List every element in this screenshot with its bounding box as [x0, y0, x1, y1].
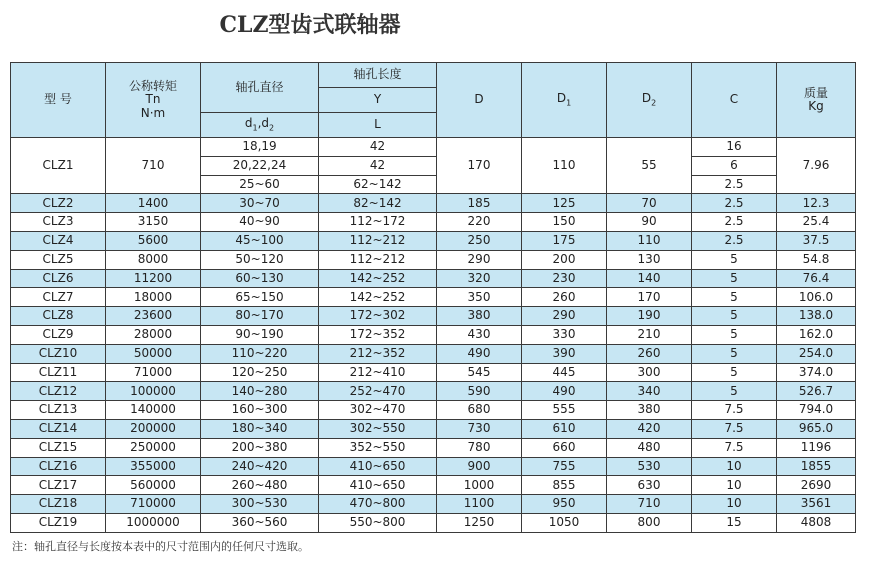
- cell-bore-len: 172~352: [319, 325, 437, 344]
- cell-mass: 374.0: [777, 363, 856, 382]
- cell-bore-dia: 260~480: [201, 476, 319, 495]
- cell-bore-dia: 200~380: [201, 438, 319, 457]
- cell-torque: 28000: [106, 325, 201, 344]
- cell-D1: 660: [522, 438, 607, 457]
- cell-bore-len: 142~252: [319, 269, 437, 288]
- cell-C: 5: [692, 344, 777, 363]
- cell-D1: 855: [522, 476, 607, 495]
- table-row: [11, 419, 856, 438]
- cell-D2: 130: [607, 250, 692, 269]
- cell-D2: 90: [607, 213, 692, 232]
- cell-model: CLZ13: [11, 401, 106, 420]
- cell-C: 5: [692, 382, 777, 401]
- cell-model: CLZ19: [11, 513, 106, 532]
- cell-model: CLZ17: [11, 476, 106, 495]
- cell-bore-len: 352~550: [319, 438, 437, 457]
- cell-bore-len: 82~142: [319, 194, 437, 213]
- cell-bore-dia: 18,19: [201, 138, 319, 157]
- header-torque-line1: 公称转矩: [128, 79, 177, 94]
- cell-mass: 4808: [777, 513, 856, 532]
- cell-model: CLZ7: [11, 288, 106, 307]
- cell-bore-len: 470~800: [319, 495, 437, 514]
- cell-D: 680: [437, 401, 522, 420]
- table-row: [11, 363, 856, 382]
- table-row: [11, 138, 856, 157]
- cell-D: 250: [437, 231, 522, 250]
- cell-bore-len: 112~212: [319, 250, 437, 269]
- cell-D1: 260: [522, 288, 607, 307]
- table-row: [11, 250, 856, 269]
- cell-D1: 110: [522, 138, 607, 194]
- cell-D: 430: [437, 325, 522, 344]
- table-row: [11, 231, 856, 250]
- table-row: [11, 495, 856, 514]
- header-torque-line3: N·m: [140, 105, 166, 120]
- cell-model: CLZ2: [11, 194, 106, 213]
- table-row: [11, 438, 856, 457]
- cell-D: 220: [437, 213, 522, 232]
- cell-C: 10: [692, 457, 777, 476]
- cell-D2: 140: [607, 269, 692, 288]
- header-torque: [106, 63, 201, 138]
- footnote: 注：轴孔直径与长度按本表中的尺寸范围内的任何尺寸选取。: [12, 540, 309, 553]
- cell-bore-len: 410~650: [319, 476, 437, 495]
- cell-bore-dia: 90~190: [201, 325, 319, 344]
- cell-torque: 1000000: [106, 513, 201, 532]
- table-row: [11, 269, 856, 288]
- cell-D2: 190: [607, 307, 692, 326]
- cell-D2: 420: [607, 419, 692, 438]
- cell-bore-dia: 110~220: [201, 344, 319, 363]
- cell-torque: 1400: [106, 194, 201, 213]
- cell-bore-dia: 25~60: [201, 175, 319, 194]
- cell-torque: 560000: [106, 476, 201, 495]
- cell-C: 5: [692, 363, 777, 382]
- cell-bore-dia: 45~100: [201, 231, 319, 250]
- cell-C: 5: [692, 269, 777, 288]
- cell-D2: 210: [607, 325, 692, 344]
- cell-D1: 555: [522, 401, 607, 420]
- cell-C: 2.5: [692, 231, 777, 250]
- cell-D2: 710: [607, 495, 692, 514]
- cell-D: 350: [437, 288, 522, 307]
- header-d1d2: [201, 113, 319, 138]
- cell-D2: 480: [607, 438, 692, 457]
- cell-D: 490: [437, 344, 522, 363]
- cell-D: 780: [437, 438, 522, 457]
- cell-mass: 76.4: [777, 269, 856, 288]
- cell-model: CLZ1: [11, 138, 106, 194]
- table-row: [11, 288, 856, 307]
- cell-D2: 300: [607, 363, 692, 382]
- cell-bore-len: 142~252: [319, 288, 437, 307]
- cell-model: CLZ18: [11, 495, 106, 514]
- cell-C: 7.5: [692, 401, 777, 420]
- cell-D1: 175: [522, 231, 607, 250]
- cell-C: 2.5: [692, 175, 777, 194]
- header-D1-sub: 1: [566, 98, 572, 108]
- cell-D2: 340: [607, 382, 692, 401]
- header-torque-line2: Tn: [145, 92, 161, 107]
- cell-mass: 794.0: [777, 401, 856, 420]
- header-mass: [777, 63, 856, 138]
- spec-table: [10, 62, 856, 533]
- cell-D: 320: [437, 269, 522, 288]
- cell-mass: 37.5: [777, 231, 856, 250]
- cell-C: 10: [692, 476, 777, 495]
- cell-torque: 710: [106, 138, 201, 194]
- cell-torque: 11200: [106, 269, 201, 288]
- cell-bore-len: 302~470: [319, 401, 437, 420]
- cell-C: 10: [692, 495, 777, 514]
- cell-C: 5: [692, 307, 777, 326]
- cell-mass: 526.7: [777, 382, 856, 401]
- cell-mass: 106.0: [777, 288, 856, 307]
- cell-model: CLZ10: [11, 344, 106, 363]
- cell-bore-len: 410~650: [319, 457, 437, 476]
- cell-bore-dia: 20,22,24: [201, 156, 319, 175]
- cell-torque: 5600: [106, 231, 201, 250]
- header-D1: [522, 63, 607, 138]
- cell-mass: 12.3: [777, 194, 856, 213]
- cell-mass: 1196: [777, 438, 856, 457]
- cell-D2: 55: [607, 138, 692, 194]
- table-row: [11, 213, 856, 232]
- cell-D1: 755: [522, 457, 607, 476]
- cell-D1: 390: [522, 344, 607, 363]
- cell-model: CLZ4: [11, 231, 106, 250]
- cell-mass: 2690: [777, 476, 856, 495]
- cell-torque: 3150: [106, 213, 201, 232]
- cell-D: 1000: [437, 476, 522, 495]
- cell-torque: 8000: [106, 250, 201, 269]
- cell-model: CLZ9: [11, 325, 106, 344]
- cell-bore-dia: 160~300: [201, 401, 319, 420]
- header-bore-length: 轴孔长度: [319, 63, 437, 88]
- page-title: CLZ型齿式联轴器: [219, 12, 401, 38]
- cell-bore-dia: 180~340: [201, 419, 319, 438]
- cell-mass: 54.8: [777, 250, 856, 269]
- cell-D1: 490: [522, 382, 607, 401]
- header-C: C: [692, 63, 777, 138]
- cell-mass: 254.0: [777, 344, 856, 363]
- cell-model: CLZ5: [11, 250, 106, 269]
- cell-mass: 1855: [777, 457, 856, 476]
- cell-D1: 330: [522, 325, 607, 344]
- cell-torque: 50000: [106, 344, 201, 363]
- header-Y: Y: [319, 88, 437, 113]
- cell-C: 7.5: [692, 438, 777, 457]
- table-row: [11, 476, 856, 495]
- header-D: D: [437, 63, 522, 138]
- cell-C: 16: [692, 138, 777, 157]
- cell-C: 6: [692, 156, 777, 175]
- header-D2: [607, 63, 692, 138]
- cell-D1: 230: [522, 269, 607, 288]
- cell-D: 590: [437, 382, 522, 401]
- cell-C: 5: [692, 325, 777, 344]
- cell-bore-dia: 360~560: [201, 513, 319, 532]
- cell-bore-len: 42: [319, 138, 437, 157]
- cell-C: 5: [692, 288, 777, 307]
- cell-C: 2.5: [692, 194, 777, 213]
- cell-model: CLZ3: [11, 213, 106, 232]
- header-mass-line1: 质量: [803, 85, 828, 100]
- cell-mass: 25.4: [777, 213, 856, 232]
- cell-bore-dia: 240~420: [201, 457, 319, 476]
- cell-torque: 355000: [106, 457, 201, 476]
- cell-torque: 23600: [106, 307, 201, 326]
- cell-mass: 162.0: [777, 325, 856, 344]
- cell-torque: 71000: [106, 363, 201, 382]
- cell-torque: 200000: [106, 419, 201, 438]
- table-row: [11, 457, 856, 476]
- cell-bore-dia: 80~170: [201, 307, 319, 326]
- cell-D: 545: [437, 363, 522, 382]
- cell-model: CLZ14: [11, 419, 106, 438]
- cell-mass: 965.0: [777, 419, 856, 438]
- cell-C: 2.5: [692, 213, 777, 232]
- cell-D: 290: [437, 250, 522, 269]
- cell-D2: 530: [607, 457, 692, 476]
- cell-bore-len: 302~550: [319, 419, 437, 438]
- cell-D1: 200: [522, 250, 607, 269]
- cell-D2: 110: [607, 231, 692, 250]
- cell-D1: 610: [522, 419, 607, 438]
- header-d-comma: ,d: [257, 115, 270, 130]
- cell-torque: 140000: [106, 401, 201, 420]
- cell-D: 185: [437, 194, 522, 213]
- cell-torque: 250000: [106, 438, 201, 457]
- cell-bore-dia: 120~250: [201, 363, 319, 382]
- table-row: [11, 513, 856, 532]
- cell-D1: 1050: [522, 513, 607, 532]
- header-d-sub1: 1: [252, 123, 258, 133]
- cell-C: 7.5: [692, 419, 777, 438]
- cell-D1: 950: [522, 495, 607, 514]
- cell-bore-dia: 50~120: [201, 250, 319, 269]
- cell-bore-len: 252~470: [319, 382, 437, 401]
- cell-D1: 125: [522, 194, 607, 213]
- cell-torque: 710000: [106, 495, 201, 514]
- cell-D2: 260: [607, 344, 692, 363]
- header-model: 型 号: [11, 63, 106, 138]
- cell-bore-dia: 140~280: [201, 382, 319, 401]
- cell-bore-len: 112~172: [319, 213, 437, 232]
- table-row: [11, 382, 856, 401]
- cell-mass: 138.0: [777, 307, 856, 326]
- cell-model: CLZ8: [11, 307, 106, 326]
- cell-bore-len: 42: [319, 156, 437, 175]
- header-d-sub2: 2: [269, 123, 275, 133]
- cell-model: CLZ12: [11, 382, 106, 401]
- cell-bore-dia: 60~130: [201, 269, 319, 288]
- cell-D2: 380: [607, 401, 692, 420]
- header-D2-main: D: [641, 90, 652, 105]
- cell-mass: 3561: [777, 495, 856, 514]
- cell-bore-dia: 65~150: [201, 288, 319, 307]
- cell-bore-len: 172~302: [319, 307, 437, 326]
- cell-bore-len: 212~410: [319, 363, 437, 382]
- cell-model: CLZ11: [11, 363, 106, 382]
- cell-bore-len: 62~142: [319, 175, 437, 194]
- cell-D: 1250: [437, 513, 522, 532]
- cell-bore-dia: 30~70: [201, 194, 319, 213]
- cell-D1: 290: [522, 307, 607, 326]
- table-row: [11, 401, 856, 420]
- cell-bore-len: 550~800: [319, 513, 437, 532]
- header-L: L: [319, 113, 437, 138]
- cell-D: 730: [437, 419, 522, 438]
- cell-D: 1100: [437, 495, 522, 514]
- cell-bore-dia: 40~90: [201, 213, 319, 232]
- cell-D2: 170: [607, 288, 692, 307]
- header-mass-line2: Kg: [808, 99, 824, 113]
- cell-torque: 100000: [106, 382, 201, 401]
- cell-D: 380: [437, 307, 522, 326]
- table-row: [11, 325, 856, 344]
- cell-C: 15: [692, 513, 777, 532]
- cell-torque: 18000: [106, 288, 201, 307]
- cell-D2: 800: [607, 513, 692, 532]
- cell-D2: 630: [607, 476, 692, 495]
- cell-model: CLZ16: [11, 457, 106, 476]
- cell-model: CLZ6: [11, 269, 106, 288]
- cell-bore-len: 212~352: [319, 344, 437, 363]
- table-row: [11, 344, 856, 363]
- cell-C: 5: [692, 250, 777, 269]
- header-D2-sub: 2: [651, 98, 657, 108]
- cell-D: 170: [437, 138, 522, 194]
- table-row: [11, 194, 856, 213]
- table-row: [11, 307, 856, 326]
- header-bore-diameter: 轴孔直径: [201, 63, 319, 113]
- cell-D2: 70: [607, 194, 692, 213]
- cell-D1: 445: [522, 363, 607, 382]
- cell-model: CLZ15: [11, 438, 106, 457]
- cell-D1: 150: [522, 213, 607, 232]
- header-d-main: d: [244, 115, 253, 130]
- cell-D: 900: [437, 457, 522, 476]
- header-D1-main: D: [556, 90, 567, 105]
- cell-mass: 7.96: [777, 138, 856, 194]
- cell-bore-len: 112~212: [319, 231, 437, 250]
- cell-bore-dia: 300~530: [201, 495, 319, 514]
